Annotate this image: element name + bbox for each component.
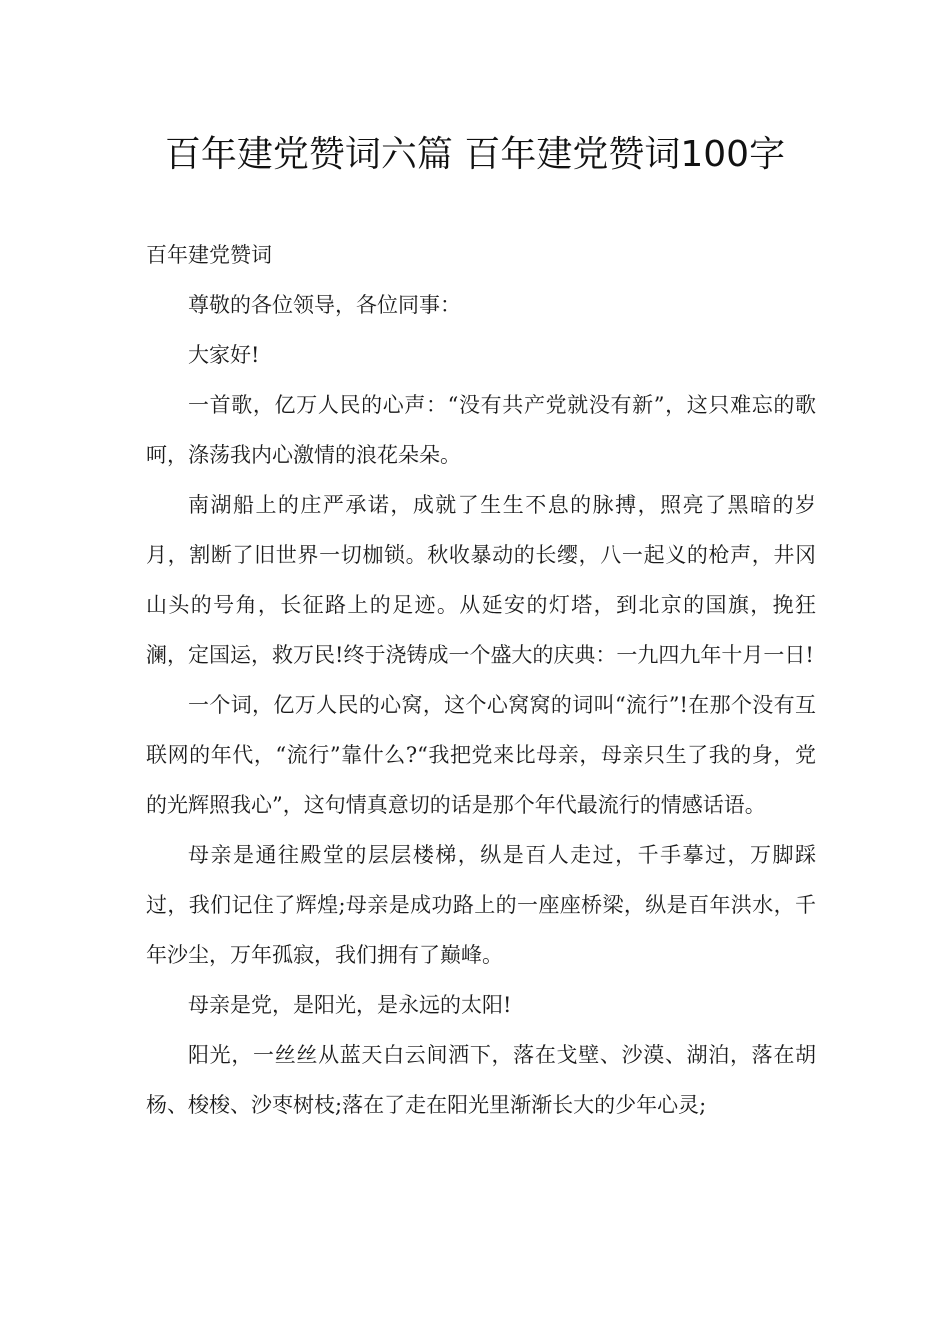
paragraph: 一个词，亿万人民的心窝，这个心窝窝的词叫“流行”!在那个没有互联网的年代，“流行”靠什么?“我把党来比母亲，母亲只生了我的身，党的光辉照我心”，这句情真意切的话是那个年代最流行的情感话语。 [146, 693, 816, 817]
paragraph-greeting: 大家好! [188, 343, 260, 367]
paragraph: 一首歌，亿万人民的心声：“没有共产党就没有新”，这只难忘的歌呵，涤荡我内心激情的浪花朵朵。 [146, 393, 816, 467]
document-title: 百年建党赞词六篇 百年建党赞词100字 [164, 134, 786, 175]
paragraph: 母亲是党，是阳光，是永远的太阳! [188, 993, 512, 1017]
paragraph-salutation: 尊敬的各位领导，各位同事： [188, 293, 461, 317]
paragraph: 阳光，一丝丝从蓝天白云间洒下，落在戈壁、沙漠、湖泊，落在胡杨、梭梭、沙枣树枝;落在了走在阳光里渐渐长大的少年心灵; [146, 1043, 816, 1117]
section-heading: 百年建党赞词 [146, 243, 272, 267]
document-body [146, 230, 816, 1130]
paragraph: 母亲是通往殿堂的层层楼梯，纵是百人走过，千手摹过，万脚踩过，我们记住了辉煌;母亲是成功路上的一座座桥梁，纵是百年洪水，千年沙尘，万年孤寂，我们拥有了巅峰。 [146, 843, 816, 967]
paragraph: 南湖船上的庄严承诺，成就了生生不息的脉搏，照亮了黑暗的岁月，割断了旧世界一切枷锁。秋收暴动的长缨，八一起义的枪声，井冈山头的号角，长征路上的足迹。从延安的灯塔，到北京的国旗，挽狂澜，定国运，救万民!终于浇铸成一个盛大的庆典：一九四九年十月一日! [146, 493, 816, 667]
